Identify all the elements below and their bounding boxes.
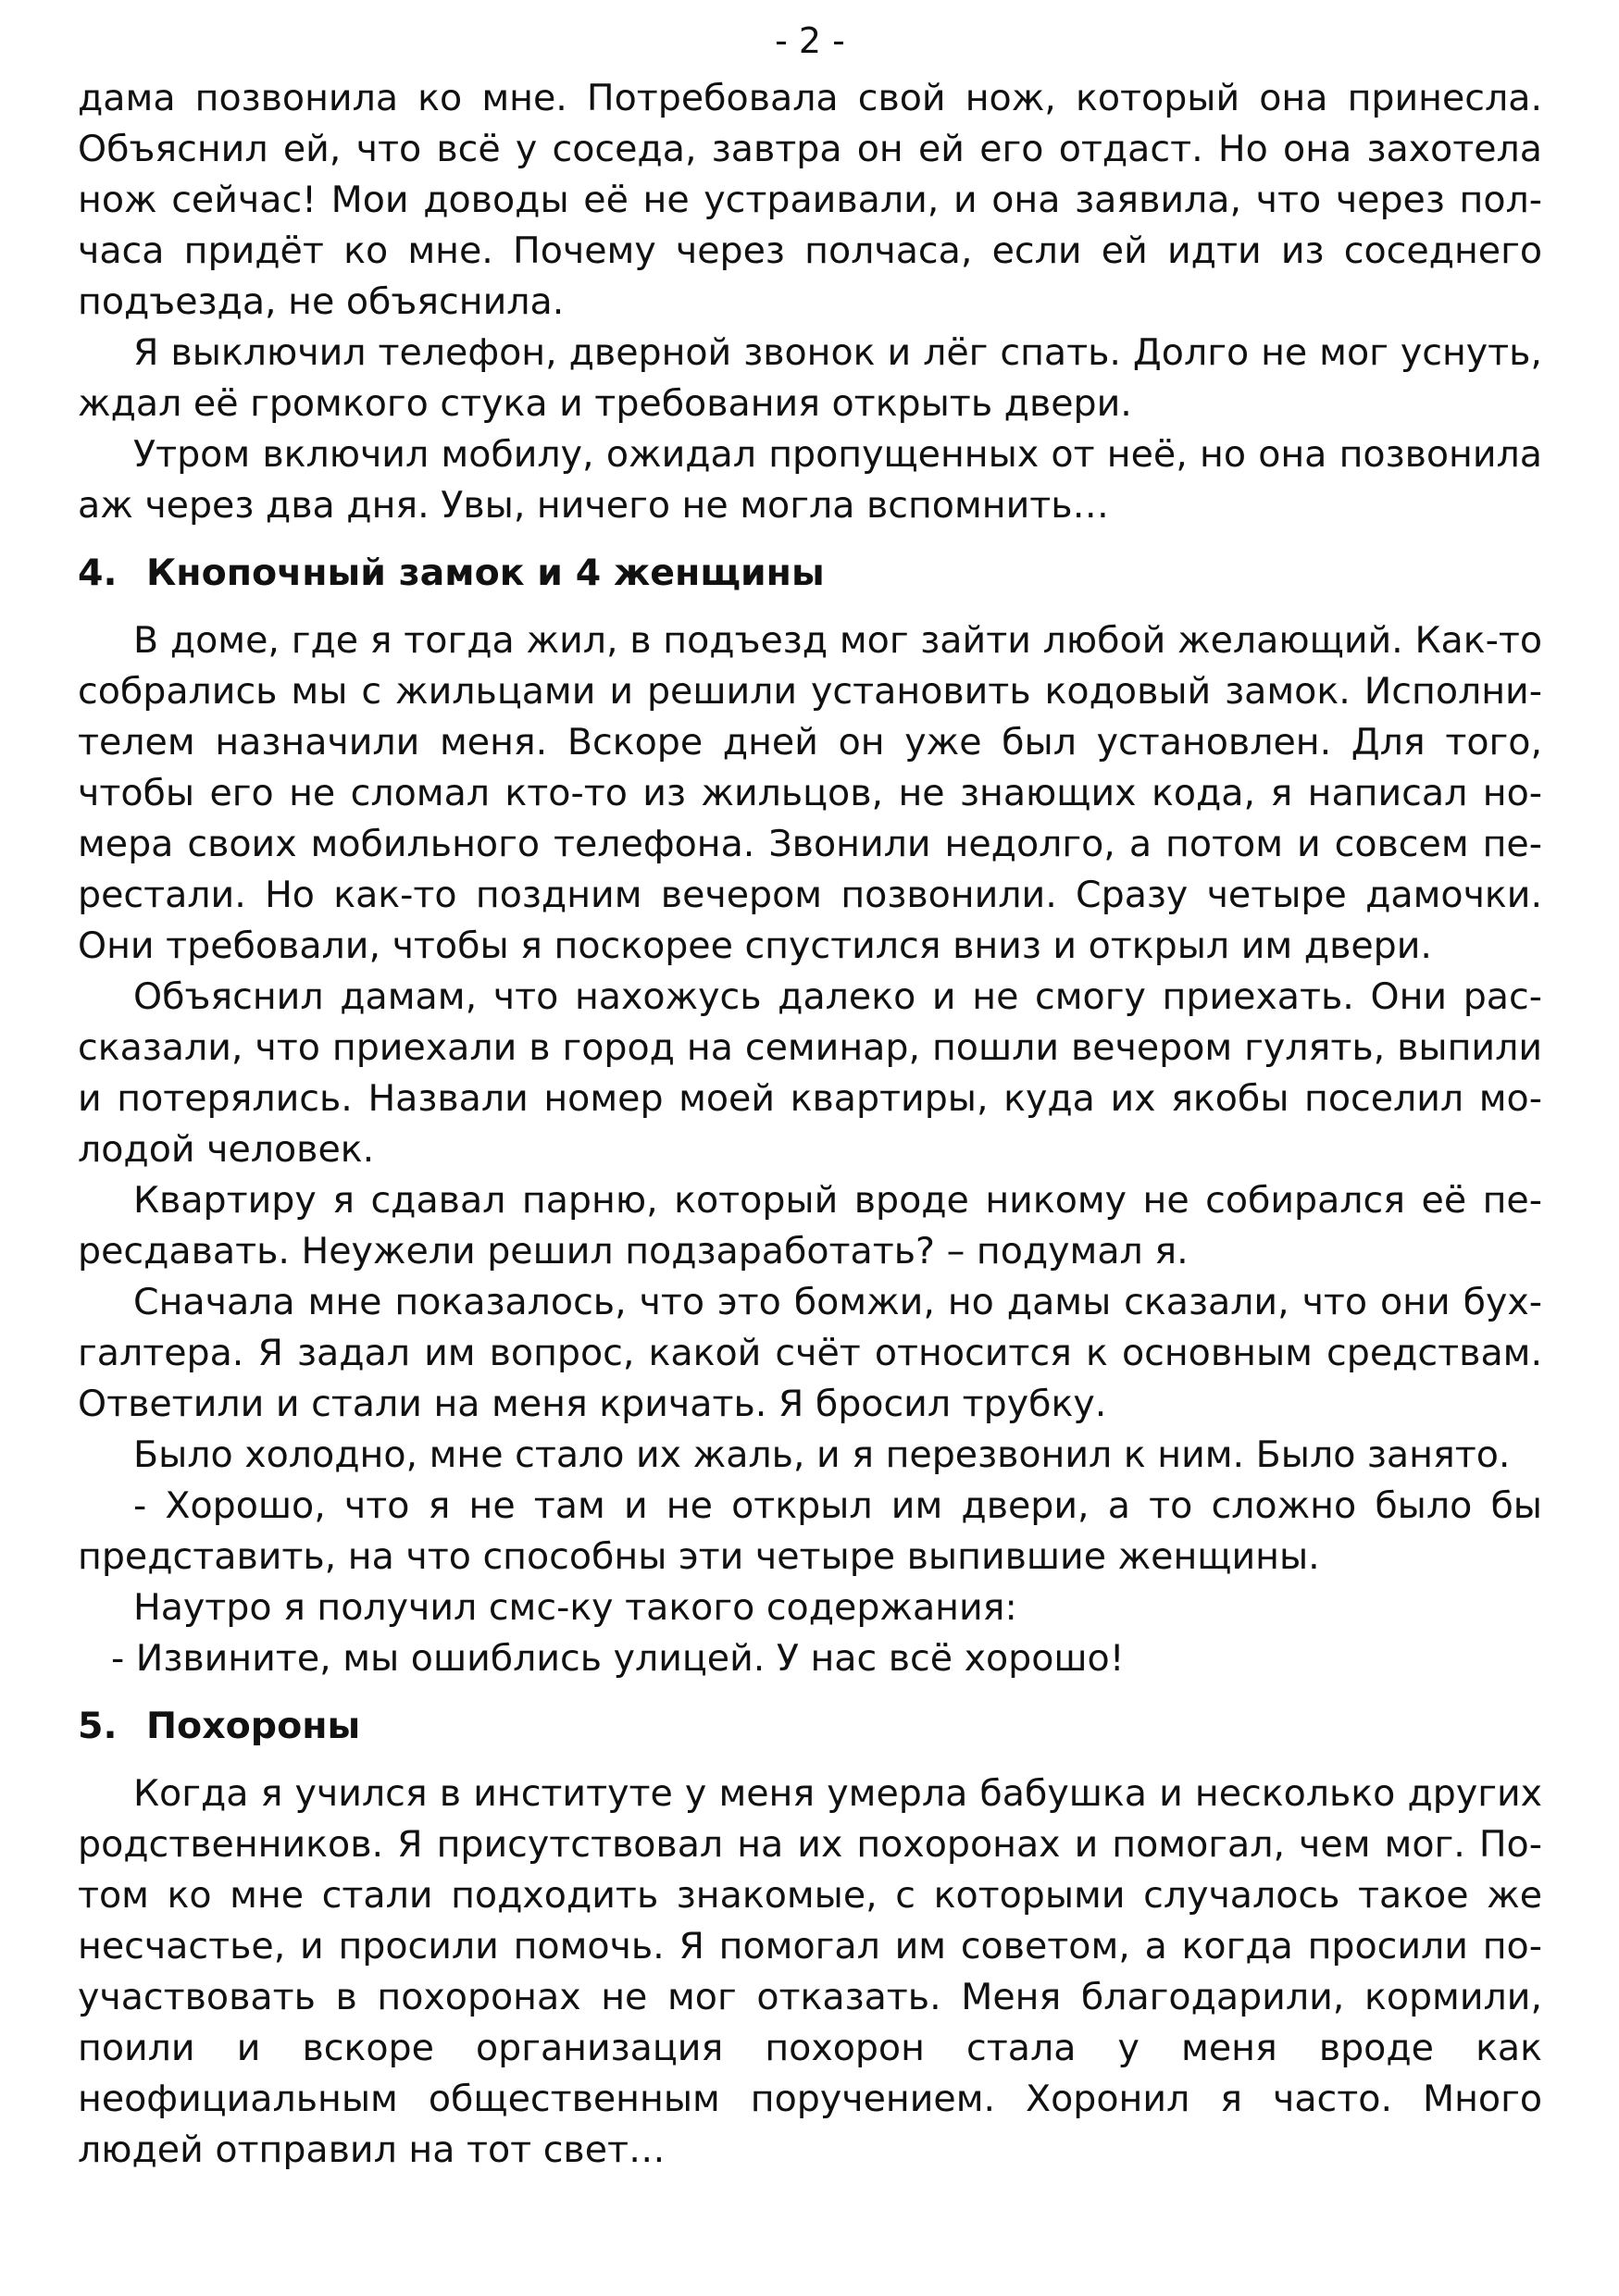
sms-message-line: - Извините, мы ошиблись улицей. У нас всё хорошо! [111, 1637, 1125, 1680]
paragraph: Квартиру я сдавал парню, который вроде никому не собирался её пересдавать. Неужели решил подзаработать? – подумал я. [78, 1179, 1542, 1272]
section-4-heading [78, 548, 1542, 599]
section-5-heading [78, 1701, 1542, 1752]
paragraph: Объяснил дамам, что нахожусь далеко и не смогу приехать. Они рассказали, что приехали в город на семинар, пошли вечером гулять, выпили и потерялись. Назвали номер моей квартиры, куда их якобы поселил молодой человек. [78, 975, 1542, 1171]
paragraph: В доме, где я тогда жил, в подъезд мог зайти любой желающий. Как-то собрались мы с жильцами и решили установить кодовый замок. Исполнителем назначили меня. Вскоре дней он уже был установлен. Для того, чтобы его не сломал кто-то из жильцов, не знающих кода, я написал номера своих мобильного телефона. Звонили недолго, а потом и совсем перестали. Но как-то поздним вечером позвонили. Сразу четыре дамочки. Они требовали, чтобы я поскорее спустился вниз и открыл им двери. [78, 619, 1542, 967]
page-content [78, 73, 1542, 2176]
section-4-title: Кнопочный замок и 4 женщины [146, 552, 825, 594]
section-4-number: 4. [78, 552, 118, 594]
section-5-title: Похороны [146, 1705, 361, 1747]
paragraph: Сначала мне показалось, что это бомжи, но дамы сказали, что они бухгалтера. Я задал им вопрос, какой счёт относится к основным средствам. Ответили и стали на меня кричать. Я бросил трубку. [78, 1281, 1542, 1425]
section-5-number: 5. [78, 1705, 118, 1747]
paragraph: - Хорошо, что я не там и не открыл им двери, а то сложно было бы представить, на что способны эти четыре выпившие женщины. [78, 1484, 1542, 1578]
paragraph: Когда я учился в институте у меня умерла бабушка и несколько других родственников. Я присутствовал на их похоронах и помогал, чем мог. Потом ко мне стали подходить знакомые, с которыми случалось такое же несчастье, и просили помочь. Я помогал им советом, а когда просили поучаствовать в похоронах не мог отказать. Меня благодарили, кормили, поили и вскоре организация похорон стала у меня вроде как неофициальным общественным поручением. Хоронил я часто. Много людей отправил на тот свет… [78, 1772, 1542, 2171]
page-number: - 2 - [775, 20, 845, 61]
paragraph: Я выключил телефон, дверной звонок и лёг спать. Долго не мог уснуть, ждал её громкого стука и требования открыть двери. [78, 331, 1542, 425]
document-page [78, 0, 1542, 2296]
paragraph-continuation: дама позвонила ко мне. Потребовала свой нож, который она принесла. Объяснил ей, что всё у соседа, завтра он ей его отдаст. Но она захотела нож сейчас! Мои доводы её не устраивали, и она заявила, что через полчаса придёт ко мне. Почему через полчаса, если ей идти из соседнего подъезда, не объяснила. [78, 77, 1542, 323]
paragraph: Утром включил мобилу, ожидал пропущенных от неё, но она позвонила аж через два дня. Увы, ничего не могла вспомнить… [78, 433, 1542, 527]
paragraph: Было холодно, мне стало их жаль, и я перезвонил к ним. Было занято. [133, 1433, 1511, 1476]
paragraph: Наутро я получил смс-ку такого содержания: [133, 1586, 1017, 1629]
